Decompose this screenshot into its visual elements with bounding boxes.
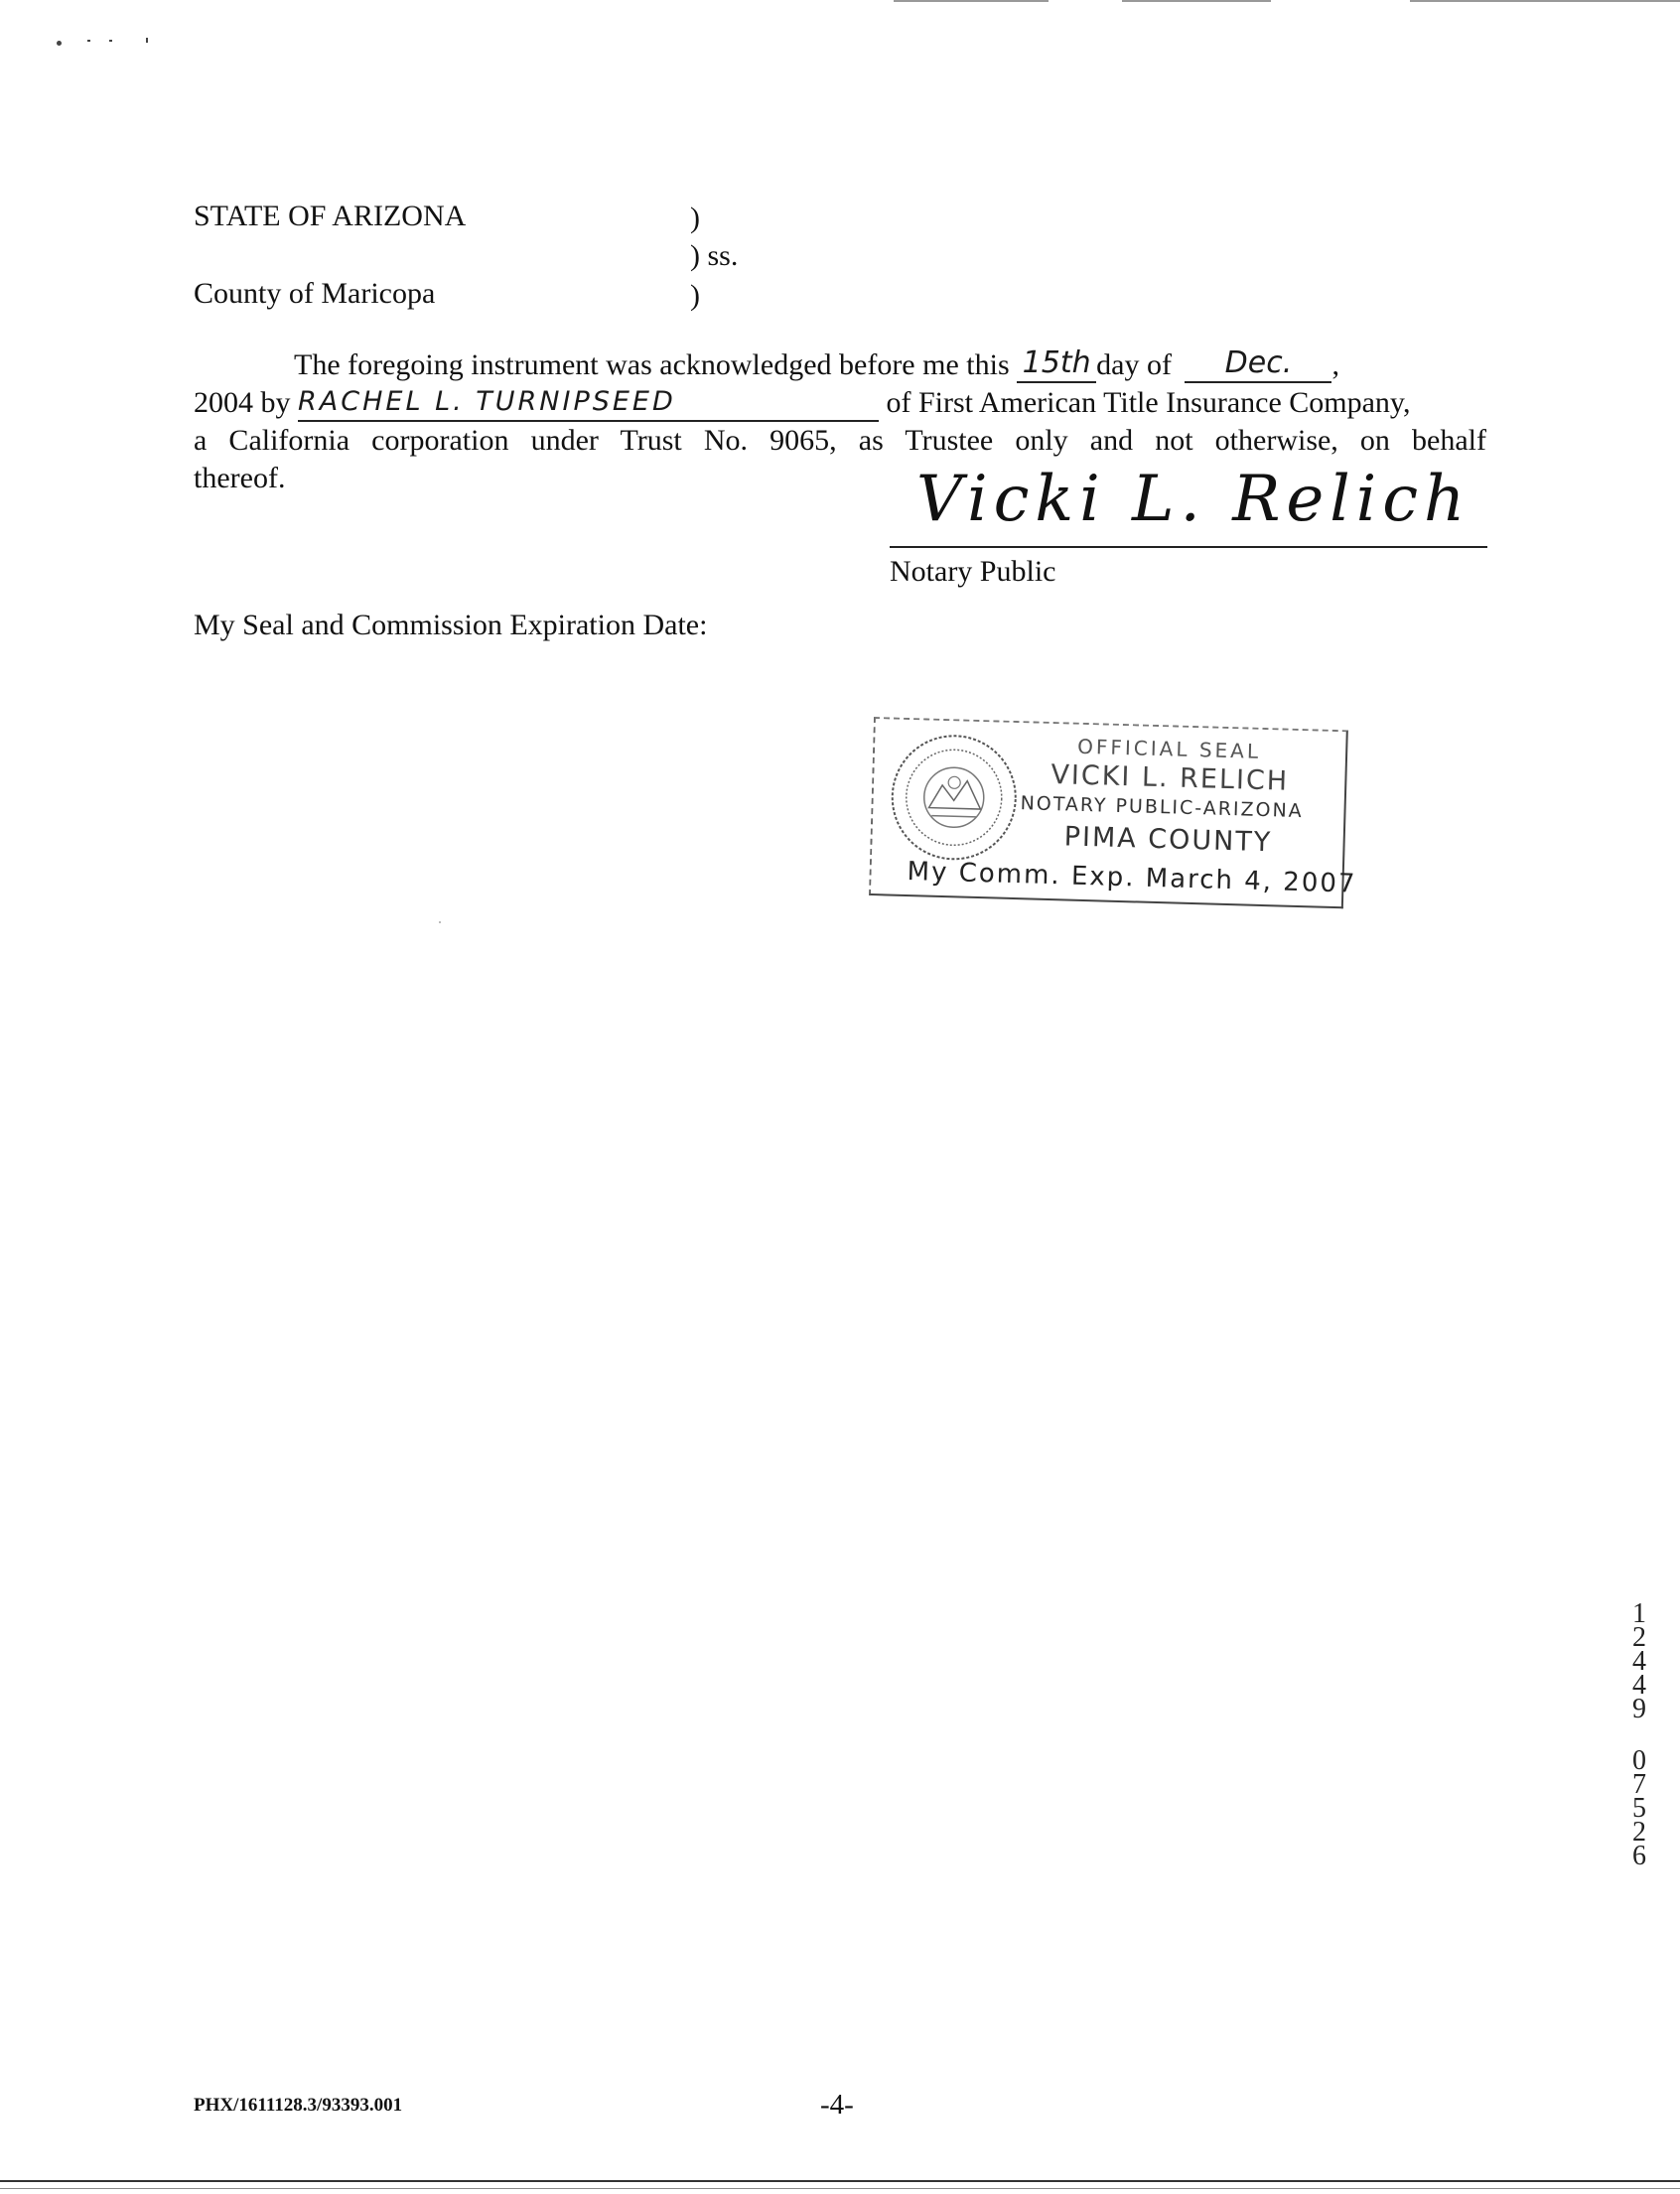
scan-artifact-dots [109,40,112,42]
official-seal-stamp [869,717,1357,908]
seal-label: My Seal and Commission Expiration Date: [194,609,708,641]
venue-paren-bottom: ) [690,279,700,312]
venue-paren-top: ) [690,202,700,234]
ack-year-by: 2004 by [194,386,291,419]
ack-trust-line: a California corporation under Trust No. 9065, as Trustee only and not otherwise, on behalf [194,424,1486,457]
notary-signature [899,457,1494,551]
county-heading: County of Maricopa [194,277,436,310]
recording-digit: 9 [1632,1694,1646,1724]
seal-line-notary: NOTARY PUBLIC-ARIZONA [1020,792,1305,823]
scan-artifact-dots [146,38,148,43]
venue-paren-ss: ) ss. [690,239,739,272]
notary-signature-line [890,546,1487,548]
scan-artifact-top-edge [1410,0,1680,2]
ack-comma: , [1331,348,1339,381]
seal-line-official: OFFICIAL SEAL [1076,734,1262,763]
scan-artifact-bottom-edge [0,2180,1680,2182]
recording-digit: 5 [1632,1793,1646,1824]
scan-artifact-dots [87,40,90,42]
scan-artifact-top-edge [894,0,1049,2]
ack-month-handwritten: Dec. [1224,345,1293,380]
ack-company: of First American Title Insurance Company, [886,386,1411,419]
scan-artifact-dots [57,41,62,46]
acknowledgment-line-3 [194,423,1486,459]
scan-artifact-top-edge [1122,0,1271,2]
ack-day-of: day of [1096,348,1172,381]
recording-digit: 6 [1632,1841,1646,1871]
signer-name-field [298,383,879,422]
notary-signature-handwritten: Vicki L. Relich [916,463,1471,536]
footer-page-number: -4- [820,2089,854,2121]
recording-digit: 2 [1632,1817,1646,1848]
ack-text-start: The foregoing instrument was acknowledged before me this [294,348,1010,381]
seal-line-name: VICKI L. RELICH [1050,759,1290,797]
acknowledgment-line-1 [294,347,1339,385]
scan-artifact-speck [439,921,441,923]
seal-line-expiration: My Comm. Exp. March 4, 2007 [907,857,1357,899]
recording-number [1624,1598,1654,1871]
recording-digit: 0 [1632,1745,1646,1776]
recording-digit: 4 [1632,1670,1646,1701]
notary-title: Notary Public [890,555,1056,588]
recording-digit: 4 [1632,1646,1646,1677]
ack-thereof: thereof. [194,462,286,494]
scan-artifact-bottom-edge [0,2188,1680,2189]
state-seal-emblem [886,729,1023,866]
ack-day-handwritten: 15th [1022,345,1091,380]
ack-day-field [1017,345,1096,383]
recording-digit: 2 [1632,1622,1646,1653]
ack-month-field [1185,345,1331,383]
state-heading: STATE OF ARIZONA [194,200,467,232]
footer-doc-id: PHX/1611128.3/93393.001 [194,2095,403,2116]
signer-name-handwritten: RACHEL L. TURNIPSEED [298,386,676,417]
acknowledgment-line-2 [194,385,1411,424]
recording-digit: 7 [1632,1769,1646,1800]
seal-line-county: PIMA COUNTY [1063,821,1273,859]
recording-digit: 1 [1632,1598,1646,1629]
